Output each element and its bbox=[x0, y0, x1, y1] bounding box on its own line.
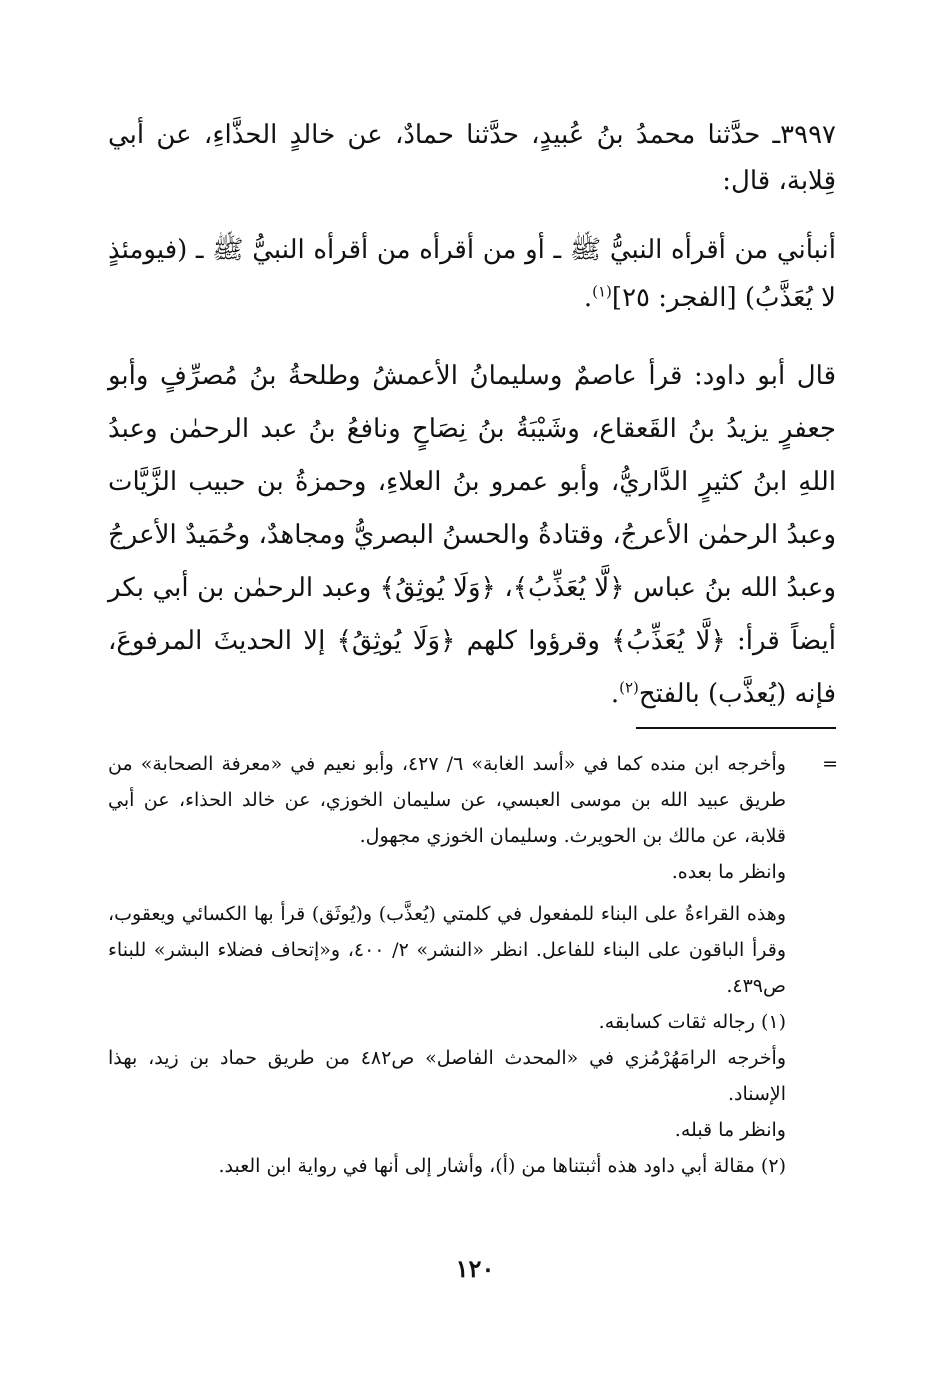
abudawud-end: . bbox=[610, 679, 620, 709]
footnote-continuation bbox=[108, 746, 836, 854]
footnotes-section bbox=[108, 746, 836, 1184]
footnote-2: (٢) مقالة أبي داود هذه أثبتناها من (أ)، وأشار إلى أنها في رواية ابن العبد. bbox=[218, 1155, 786, 1177]
recitation-text: أنبأني من أقرأه النبيُّ ﷺ ـ أو من أقرأه من أقرأه النبيُّ ﷺ ـ (فيومئذٍ لا يُعَذَّبُ) [الفجر: ٢٥] bbox=[108, 235, 836, 313]
hadith-text: ٣٩٩٧ـ حدَّثنا محمدُ بنُ عُبيدٍ، حدَّثنا حمادٌ، عن خالدٍ الحذَّاءِ، عن أبي قِلابة، قال: bbox=[108, 120, 836, 196]
footnote-line: وانظر ما قبله. bbox=[674, 1119, 786, 1141]
footnote-ref-1: (١) bbox=[592, 282, 612, 301]
abudawud-paragraph bbox=[108, 350, 836, 721]
recitation-line bbox=[108, 226, 836, 322]
abudawud-line bbox=[108, 350, 836, 721]
footnote-separator bbox=[636, 727, 836, 729]
footnote-1: (١) رجاله ثقات كسابقه. bbox=[598, 1011, 786, 1033]
continuation-mark: = bbox=[822, 753, 838, 775]
footnote-line: وأخرجه الرامَهُرْمُزي في «المحدث الفاصل» ص٤٨٢ من طريق حماد بن زيد، بهذا الإسناد. bbox=[108, 1047, 786, 1105]
abudawud-text: قال أبو داود: قرأ عاصمٌ وسليمانُ الأعمشُ وطلحةُ بنُ مُصرِّفٍ وأبو جعفرٍ يزيدُ بنُ القَعقاع، وشَيْبَةُ بنُ نِصَاحٍ ونافعُ بنُ عبد الرحمٰن وعبدُ اللهِ ابنُ كثيرٍ الدَّاريُّ، وأبو عمرو بنُ العلاءِ، وحمزةُ بن حبيب الزَّيَّات وعبدُ الرحمٰن الأعرجُ، وقتادةُ والحسنُ البصريُّ ومجاهدٌ، وحُمَيدٌ الأعرجُ وعبدُ الله بنُ عباس ﴿لَّا يُعَذِّبُ﴾، ﴿وَلَا يُوثِقُ﴾ وعبد الرحمٰن بن أبي بكر أيضاً قرأ: ﴿لَّا يُعَذِّبُ﴾ وقرؤوا كلهم ﴿وَلَا يُوثِقُ﴾ إلا الحديثَ المرفوعَ، فإنه (يُعذَّب) بالفتح bbox=[108, 361, 836, 709]
page-number: ١٢٠ bbox=[455, 1254, 495, 1283]
recitation-end: . bbox=[583, 283, 593, 313]
recitation-paragraph bbox=[108, 226, 836, 322]
footnote-line: وانظر ما بعده. bbox=[671, 861, 786, 883]
footnote-ref-2: (٢) bbox=[619, 678, 639, 697]
footnote-line: وأخرجه ابن منده كما في «أسد الغابة» ٦/ ٤٢٧، وأبو نعيم في «معرفة الصحابة» من طريق عبيد الله بن موسى العبسي، عن سليمان الخوزي، عن خالد الحذاء، عن أبي قلابة، عن مالك بن الحويرث. وسليمان الخوزي مجهول. bbox=[108, 753, 786, 847]
hadith-paragraph bbox=[108, 112, 836, 204]
footnote-line: وهذه القراءةُ على البناء للمفعول في كلمتي (يُعذَّب) و(يُوثَق) قرأ بها الكسائي ويعقوب، وقرأ الباقون على البناء للفاعل. انظر «النشر» ٢/ ٤٠٠، و«إتحاف فضلاء البشر» للبناء ص٤٣٩. bbox=[108, 903, 786, 997]
